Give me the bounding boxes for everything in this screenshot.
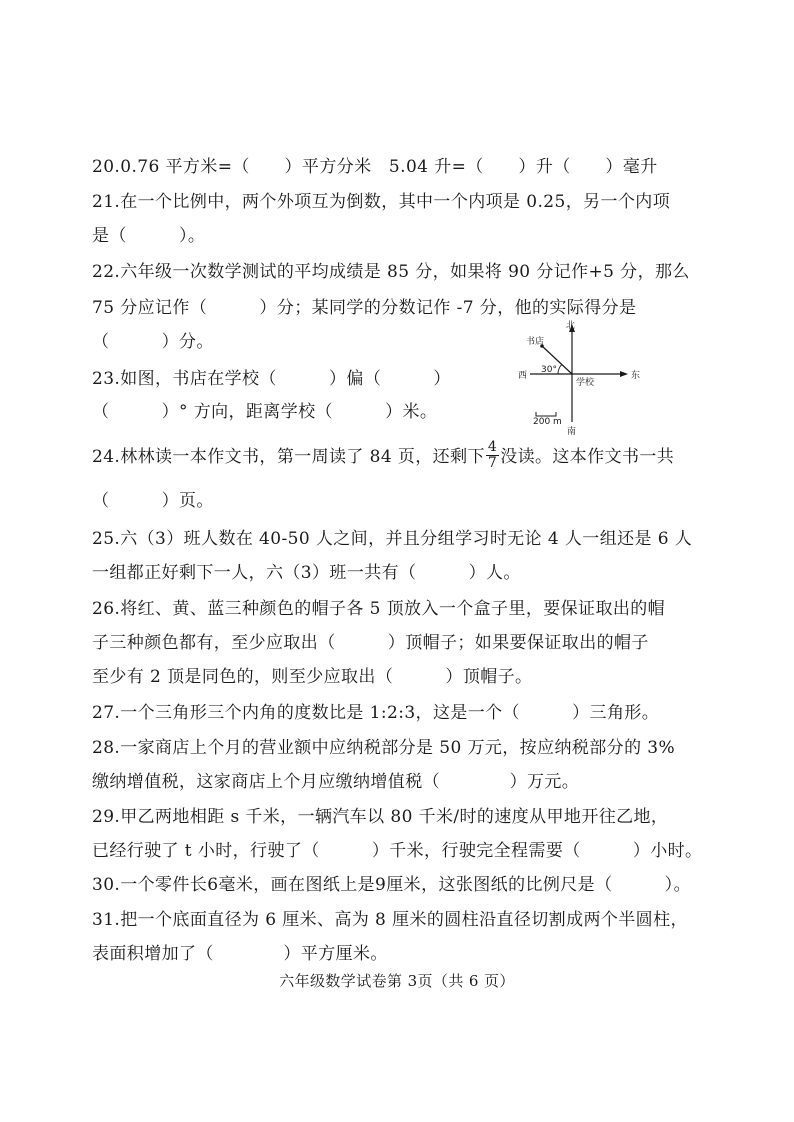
south-label: 南 [567, 427, 577, 436]
fraction-four-sevenths [486, 440, 499, 471]
scale-bar [536, 412, 556, 416]
angle-label: 30° [541, 365, 557, 375]
east-arrow-icon [620, 371, 628, 377]
west-label: 西 [518, 371, 528, 381]
question-25-line-1: 25.六（3）班人数在 40-50 人之间，并且分组学习时无论 4 人一组还是 6 人 [92, 529, 693, 549]
question-31-line-2: 表面积增加了（ ）平方厘米。 [92, 944, 388, 964]
compass-diagram [500, 318, 650, 436]
school-label: 学校 [576, 378, 595, 388]
compass-svg [500, 318, 650, 436]
question-28-line-2: 缴纳增值税，这家商店上个月应缴纳增值税（ ）万元。 [92, 772, 580, 792]
question-21-line-2: 是（ ）。 [92, 226, 206, 246]
question-24-line-1 [92, 439, 675, 473]
north-label: 北 [566, 321, 576, 331]
question-20: 20.0.76 平方米=（ ）平方分米 5.04 升=（ ）升（ ）毫升 [92, 157, 658, 177]
question-26-line-3: 至少有 2 顶是同色的，则至少应取出（ ）顶帽子。 [92, 667, 533, 687]
question-24-text-before: 24.林林读一本作文书，第一周读了 84 页，还剩下 [92, 447, 485, 467]
east-label: 东 [631, 371, 641, 381]
question-29-line-2: 已经行驶了 t 小时，行驶了（ ）千米，行驶完全程需要（ ）小时。 [92, 841, 703, 861]
question-21-line-1: 21.在一个比例中，两个外项互为倒数，其中一个内项是 0.25，另一个内项 [92, 192, 671, 212]
question-23-line-1: 23.如图，书店在学校（ ）偏（ ） [92, 369, 451, 389]
question-24-line-2: （ ）页。 [92, 491, 214, 511]
question-22-line-2: 75 分应记作（ ）分；某同学的分数记作 -7 分，他的实际得分是 [92, 298, 637, 318]
question-31-line-1: 31.把一个底面直径为 6 厘米、高为 8 厘米的圆柱沿直径切割成两个半圆柱， [92, 910, 688, 930]
bookstore-label: 书店 [526, 337, 545, 347]
angle-arc [558, 364, 562, 374]
question-25-line-2: 一组都正好剩下一人，六（3）班一共有（ ）人。 [92, 563, 521, 583]
question-27: 27.一个三角形三个内角的度数比是 1:2:3，这是一个（ ）三角形。 [92, 703, 660, 723]
question-24-text-after: 没读。这本作文书一共 [500, 447, 675, 467]
question-23-line-2: （ ）° 方向，距离学校（ ）米。 [92, 402, 438, 422]
scale-label: 200 m [533, 417, 562, 427]
question-22-line-3: （ ）分。 [92, 332, 214, 352]
question-26-line-2: 子三种颜色都有，至少应取出（ ）顶帽子；如果要保证取出的帽子 [92, 633, 649, 653]
question-26-line-1: 26.将红、黄、蓝三种颜色的帽子各 5 顶放入一个盒子里，要保证取出的帽 [92, 599, 666, 619]
question-28-line-1: 28.一家商店上个月的营业额中应纳税部分是 50 万元，按应纳税部分的 3% [92, 738, 676, 758]
fraction-denominator: 7 [487, 455, 498, 471]
question-29-line-1: 29.甲乙两地相距 s 千米，一辆汽车以 80 千米/时的速度从甲地开往乙地， [92, 807, 669, 827]
fraction-numerator: 4 [487, 439, 498, 455]
question-22-line-1: 22.六年级一次数学测试的平均成绩是 85 分，如果将 90 分记作+5 分，那么 [92, 262, 690, 282]
question-30: 30.一个零件长6毫米，画在图纸上是9厘米，这张图纸的比例尺是（ ）。 [92, 875, 691, 895]
page-footer: 六年级数学试卷第 3页（共 6 页） [279, 972, 515, 990]
